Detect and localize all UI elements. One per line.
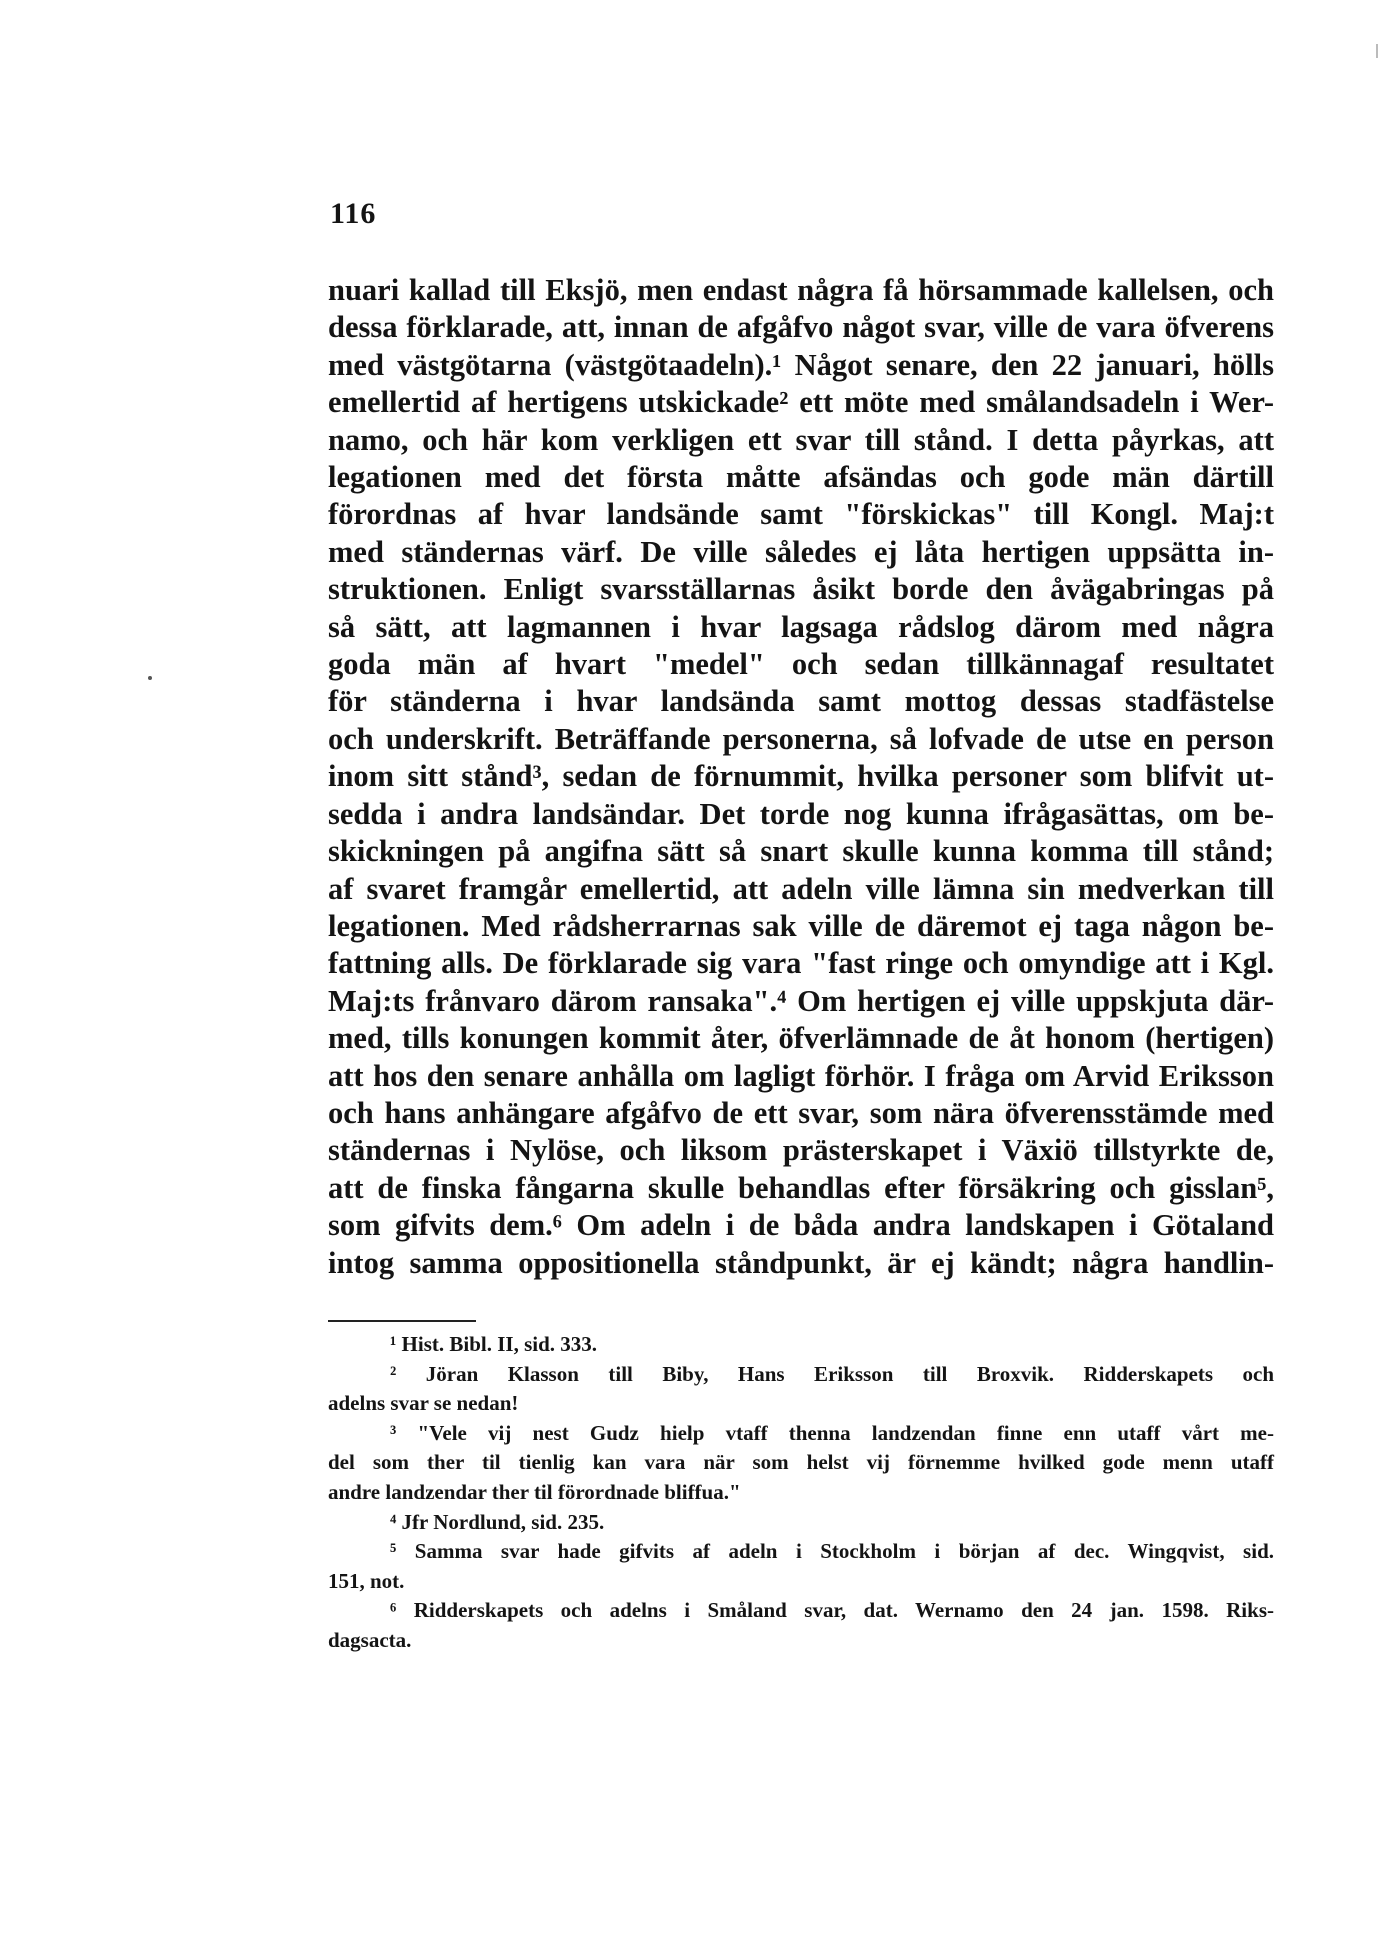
- body-line: dessa förklarade, att, innan de afgåfvo något svar, ville de vara öfverens: [328, 310, 1274, 345]
- body-line: goda män af hvart "medel" och sedan tillkännagaf resultatet: [328, 647, 1274, 682]
- footnote-line: del som ther til tienlig kan vara när som helst vij förnemme hvilked gode menn utaff: [328, 1450, 1274, 1475]
- body-line: legationen. Med rådsherrarnas sak ville de däremot ej taga någon be-: [328, 908, 1274, 943]
- footnote-line: ⁵ Samma svar hade gifvits af adeln i Stockholm i början af dec. Wingqvist, sid.: [390, 1539, 1274, 1564]
- footnote-5: [328, 1537, 1274, 1596]
- body-line: skickningen på angifna sätt så snart skulle kunna komma till stånd;: [328, 834, 1274, 869]
- footnote-line: dagsacta.: [328, 1627, 412, 1652]
- page-number: 116: [330, 197, 377, 230]
- footnote-2: [328, 1360, 1274, 1419]
- scan-speck: [1376, 44, 1378, 58]
- body-line: nuari kallad till Eksjö, men endast några få hörsammade kallelsen, och: [328, 273, 1274, 307]
- footnote-line: ¹ Hist. Bibl. II, sid. 333.: [390, 1332, 598, 1356]
- body-line: ständernas i Nylöse, och liksom prästerskapet i Växiö tillstyrkte de,: [328, 1133, 1274, 1168]
- body-line: att de finska fångarna skulle behandlas efter försäkring och gisslan⁵,: [328, 1170, 1274, 1205]
- body-line: med, tills konungen kommit åter, öfverlämnade de åt honom (hertigen): [328, 1021, 1274, 1056]
- body-line: namo, och här kom verkligen ett svar till stånd. I detta påyrkas, att: [328, 422, 1274, 457]
- body-line: sedda i andra landsändar. Det torde nog kunna ifrågasättas, om be-: [328, 796, 1274, 831]
- body-line: och underskrift. Beträffande personerna, så lofvade de utse en person: [328, 721, 1274, 756]
- footnote-line: ⁴ Jfr Nordlund, sid. 235.: [390, 1509, 605, 1534]
- footnotes: [328, 1330, 1274, 1656]
- body-line: Maj:ts frånvaro därom ransaka".⁴ Om hertigen ej ville uppskjuta där-: [328, 983, 1274, 1018]
- footnote-1: [328, 1330, 1274, 1360]
- body-line: legationen med det första måtte afsändas och gode män därtill: [328, 460, 1274, 495]
- body-line: och hans anhängare afgåfvo de ett svar, som nära öfverensstämde med: [328, 1095, 1274, 1130]
- footnote-line: ² Jöran Klasson till Biby, Hans Eriksson till Broxvik. Ridderskapets och: [390, 1361, 1274, 1386]
- scan-speck: [148, 676, 152, 680]
- footnote-4: [328, 1508, 1274, 1538]
- body-text: [328, 272, 1274, 1282]
- footnote-3: [328, 1419, 1274, 1508]
- body-line: emellertid af hertigens utskickade² ett möte med smålandsadeln i Wer-: [328, 385, 1274, 420]
- footnote-line: 151, not.: [328, 1568, 405, 1593]
- body-line: för ständerna i hvar landsända samt mottog dessas stadfästelse: [328, 684, 1274, 719]
- body-line: fattning alls. De förklarade sig vara "fast ringe och omyndige att i Kgl.: [328, 946, 1274, 981]
- footnote-6: [328, 1596, 1274, 1655]
- body-line: intog samma oppositionella ståndpunkt, är ej kändt; några handlin-: [328, 1245, 1274, 1280]
- footnote-line: andre landzendar ther til förordnade bliffua.": [328, 1479, 741, 1504]
- body-line: struktionen. Enligt svarsställarnas åsikt borde den åvägabringas på: [328, 572, 1274, 607]
- footnote-rule: [328, 1320, 476, 1322]
- body-line: med ständernas värf. De ville således ej låta hertigen uppsätta in-: [328, 534, 1274, 569]
- footnote-line: ⁶ Ridderskapets och adelns i Småland svar, dat. Wernamo den 24 jan. 1598. Riks-: [390, 1598, 1274, 1623]
- footnote-line: ³ "Vele vij nest Gudz hielp vtaff thenna landzendan finne enn utaff vårt me-: [390, 1420, 1274, 1445]
- footnote-line: adelns svar se nedan!: [328, 1391, 519, 1416]
- body-line: att hos den senare anhålla om lagligt förhör. I fråga om Arvid Eriksson: [328, 1058, 1274, 1093]
- body-line: förordnas af hvar landsände samt "förskickas" till Kongl. Maj:t: [328, 497, 1274, 532]
- body-line: af svaret framgår emellertid, att adeln ville lämna sin medverkan till: [328, 871, 1274, 906]
- body-line: med västgötarna (västgötaadeln).¹ Något senare, den 22 januari, hölls: [328, 347, 1274, 382]
- body-line: inom sitt stånd³, sedan de förnummit, hvilka personer som blifvit ut-: [328, 759, 1274, 794]
- body-line: som gifvits dem.⁶ Om adeln i de båda andra landskapen i Götaland: [328, 1208, 1274, 1243]
- body-line: så sätt, att lagmannen i hvar lagsaga rådslog därom med några: [328, 609, 1274, 644]
